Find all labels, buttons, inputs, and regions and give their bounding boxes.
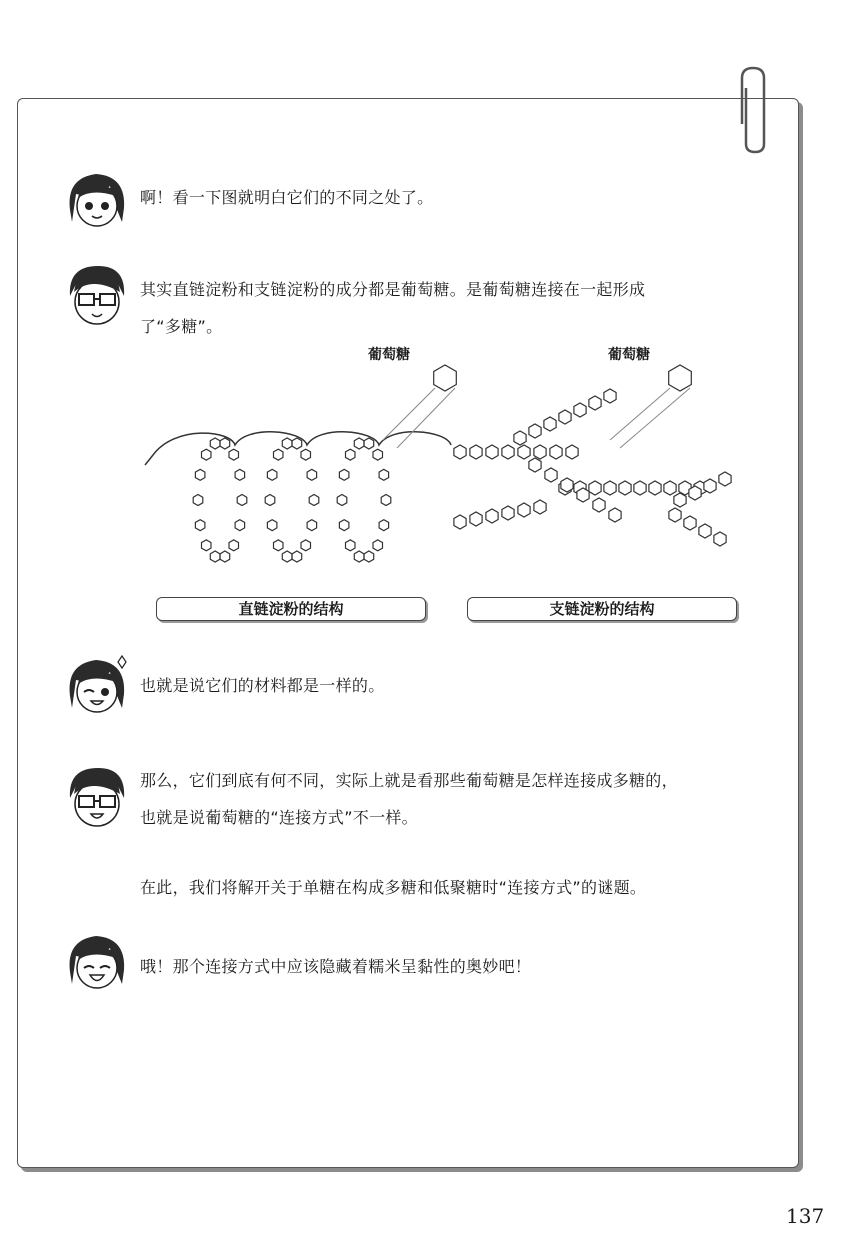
paperclip-icon: [728, 64, 778, 156]
glucose-unit: [195, 520, 205, 531]
dialogue-line: 也就是说它们的材料都是一样的。: [140, 676, 385, 695]
glucose-unit: [381, 495, 391, 506]
glucose-unit: [337, 495, 347, 506]
glucose-unit: [195, 469, 205, 480]
glucose-unit: [529, 424, 541, 438]
glucose-unit: [454, 445, 466, 459]
glucose-unit: [589, 396, 601, 410]
glucose-unit: [604, 389, 616, 403]
dialogue-line: 其实直链淀粉和支链淀粉的成分都是葡萄糖。是葡萄糖连接在一起形成: [140, 280, 646, 299]
glucose-unit: [267, 469, 277, 480]
glucose-unit: [379, 520, 389, 531]
glucose-unit: [292, 438, 302, 449]
glucose-unit: [470, 445, 482, 459]
glucose-unit: [339, 469, 349, 480]
glucose-unit: [577, 488, 589, 502]
glucose-unit: [534, 445, 546, 459]
glucose-unit: [454, 515, 466, 529]
glucose-unit: [373, 449, 383, 460]
glucose-unit: [265, 495, 275, 506]
glucose-unit: [486, 509, 498, 523]
dialogue-line: 那么，它们到底有何不同，实际上就是看那些葡萄糖是怎样连接成多糖的，: [140, 771, 678, 790]
glucose-unit: [307, 520, 317, 531]
glucose-unit: [664, 481, 676, 495]
dialogue-line: 也就是说葡萄糖的“连接方式”不一样。: [140, 808, 418, 827]
caption-amylopectin: 支链淀粉的结构: [467, 597, 737, 621]
glucose-label-left: 葡萄糖: [368, 347, 410, 363]
glucose-unit: [373, 540, 383, 551]
glucose-unit: [307, 469, 317, 480]
page-card: [17, 98, 799, 1168]
glucose-unit: [309, 495, 319, 506]
glucose-unit: [502, 506, 514, 520]
glucose-unit: [609, 508, 621, 522]
glucose-unit: [274, 540, 284, 551]
glucose-unit: [235, 520, 245, 531]
glucose-unit: [220, 551, 230, 562]
glucose-unit: [364, 438, 374, 449]
glucose-callout: [669, 365, 692, 391]
glucose-unit: [704, 479, 716, 493]
glucose-unit: [346, 540, 356, 551]
glucose-unit: [267, 520, 277, 531]
glucose-unit: [689, 486, 701, 500]
glucose-unit: [518, 503, 530, 517]
glucose-unit: [674, 493, 686, 507]
glucose-unit: [634, 481, 646, 495]
glucose-unit: [544, 417, 556, 431]
starch-structure-diagram: [135, 340, 755, 575]
glucose-unit: [719, 472, 731, 486]
glucose-unit: [486, 445, 498, 459]
glucose-unit: [210, 551, 220, 562]
glucose-unit: [684, 516, 696, 530]
girl-avatar: [62, 168, 132, 230]
glucose-unit: [229, 449, 239, 460]
glucose-unit: [229, 540, 239, 551]
girl-avatar-happy: [62, 930, 132, 992]
glucose-unit: [346, 449, 356, 460]
glucose-unit: [589, 481, 601, 495]
glucose-unit: [364, 551, 374, 562]
glucose-unit: [566, 445, 578, 459]
amylopectin-branches: [454, 365, 731, 546]
dialogue-line: 哦！那个连接方式中应该隐藏着糯米呈黏性的奥妙吧！: [140, 957, 532, 976]
boy-avatar: [62, 262, 132, 328]
glucose-unit: [649, 481, 661, 495]
glucose-label-right: 葡萄糖: [608, 347, 650, 363]
glucose-unit: [561, 478, 573, 492]
glucose-unit: [550, 445, 562, 459]
glucose-callout: [434, 365, 457, 391]
glucose-unit: [339, 520, 349, 531]
glucose-unit: [669, 508, 681, 522]
glucose-unit: [699, 524, 711, 538]
glucose-unit: [274, 449, 284, 460]
boy-avatar-smile: [62, 764, 132, 830]
glucose-unit: [354, 438, 364, 449]
glucose-unit: [301, 540, 311, 551]
glucose-unit: [220, 438, 230, 449]
glucose-unit: [529, 458, 541, 472]
dialogue-line: 了“多糖”。: [140, 317, 223, 336]
glucose-unit: [559, 410, 571, 424]
glucose-unit: [354, 551, 364, 562]
glucose-unit: [593, 498, 605, 512]
glucose-unit: [235, 469, 245, 480]
glucose-unit: [282, 438, 292, 449]
glucose-unit: [282, 551, 292, 562]
glucose-unit: [470, 512, 482, 526]
glucose-unit: [237, 495, 247, 506]
glucose-unit: [502, 445, 514, 459]
dialogue-line: 在此，我们将解开关于单糖在构成多糖和低聚糖时“连接方式”的谜题。: [140, 878, 647, 897]
page-number: 137: [786, 1204, 825, 1228]
glucose-unit: [574, 403, 586, 417]
glucose-unit: [514, 431, 526, 445]
glucose-unit: [202, 449, 212, 460]
glucose-unit: [604, 481, 616, 495]
girl-avatar-wink: [62, 654, 132, 716]
amylose-helix: [145, 365, 456, 562]
glucose-unit: [193, 495, 203, 506]
caption-amylose: 直链淀粉的结构: [156, 597, 426, 621]
dialogue-line: 啊！看一下图就明白它们的不同之处了。: [140, 188, 434, 207]
glucose-unit: [379, 469, 389, 480]
glucose-unit: [714, 532, 726, 546]
glucose-unit: [292, 551, 302, 562]
glucose-unit: [202, 540, 212, 551]
glucose-unit: [619, 481, 631, 495]
glucose-unit: [534, 500, 546, 514]
glucose-unit: [518, 445, 530, 459]
glucose-unit: [210, 438, 220, 449]
glucose-unit: [545, 468, 557, 482]
glucose-unit: [301, 449, 311, 460]
